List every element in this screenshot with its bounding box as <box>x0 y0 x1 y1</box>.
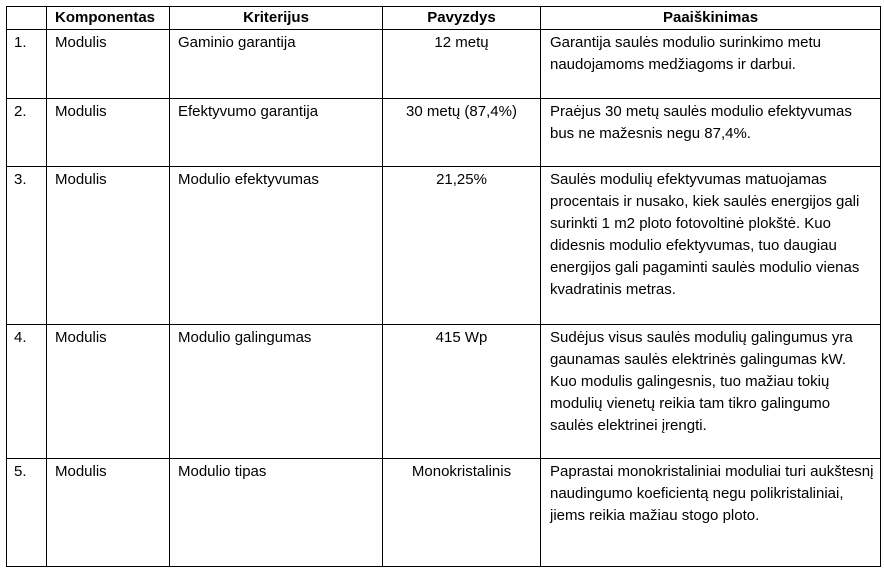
row-example: Monokristalinis <box>383 459 541 567</box>
header-explanation: Paaiškinimas <box>541 7 881 30</box>
table-row <box>7 99 881 167</box>
row-example: 12 metų <box>383 30 541 99</box>
header-example: Pavyzdys <box>383 7 541 30</box>
header-number <box>7 7 47 30</box>
table-header-row <box>7 7 881 30</box>
table-row <box>7 325 881 459</box>
row-component: Modulis <box>47 459 170 567</box>
row-criterion: Modulio tipas <box>170 459 383 567</box>
header-component: Komponentas <box>47 7 170 30</box>
row-criterion: Modulio efektyvumas <box>170 167 383 325</box>
row-number: 1. <box>7 30 47 99</box>
row-number: 5. <box>7 459 47 567</box>
row-explanation: Garantija saulės modulio surinkimo metu naudojamoms medžiagoms ir darbui. <box>541 30 881 99</box>
row-explanation: Saulės modulių efektyvumas matuojamas procentais ir nusako, kiek saulės energijos gali surinkti 1 m2 ploto fotovoltinė plokštė. Kuo didesnis modulio efektyvumas, tuo daugiau energijos gali pagaminti saulės modulio vienas kvadratinis metras. <box>541 167 881 325</box>
row-component: Modulis <box>47 30 170 99</box>
row-component: Modulis <box>47 99 170 167</box>
row-example: 415 Wp <box>383 325 541 459</box>
row-component: Modulis <box>47 325 170 459</box>
row-number: 3. <box>7 167 47 325</box>
header-criterion: Kriterijus <box>170 7 383 30</box>
row-number: 4. <box>7 325 47 459</box>
row-criterion: Gaminio garantija <box>170 30 383 99</box>
row-criterion: Efektyvumo garantija <box>170 99 383 167</box>
row-explanation: Sudėjus visus saulės modulių galingumus yra gaunamas saulės elektrinės galingumas kW. Kuo modulis galingesnis, tuo mažiau tokių modulių vienetų reikia tam tikro galingumo saulės elektrinei įrengti. <box>541 325 881 459</box>
table-row <box>7 167 881 325</box>
table-row <box>7 459 881 567</box>
row-explanation: Paprastai monokristaliniai moduliai turi aukštesnį naudingumo koeficientą negu polikristaliniai, jiems reikia mažiau stogo ploto. <box>541 459 881 567</box>
row-component: Modulis <box>47 167 170 325</box>
row-example: 30 metų (87,4%) <box>383 99 541 167</box>
row-explanation: Praėjus 30 metų saulės modulio efektyvumas bus ne mažesnis negu 87,4%. <box>541 99 881 167</box>
row-criterion: Modulio galingumas <box>170 325 383 459</box>
table-row <box>7 30 881 99</box>
solar-module-criteria-table <box>6 6 881 567</box>
row-number: 2. <box>7 99 47 167</box>
row-example: 21,25% <box>383 167 541 325</box>
